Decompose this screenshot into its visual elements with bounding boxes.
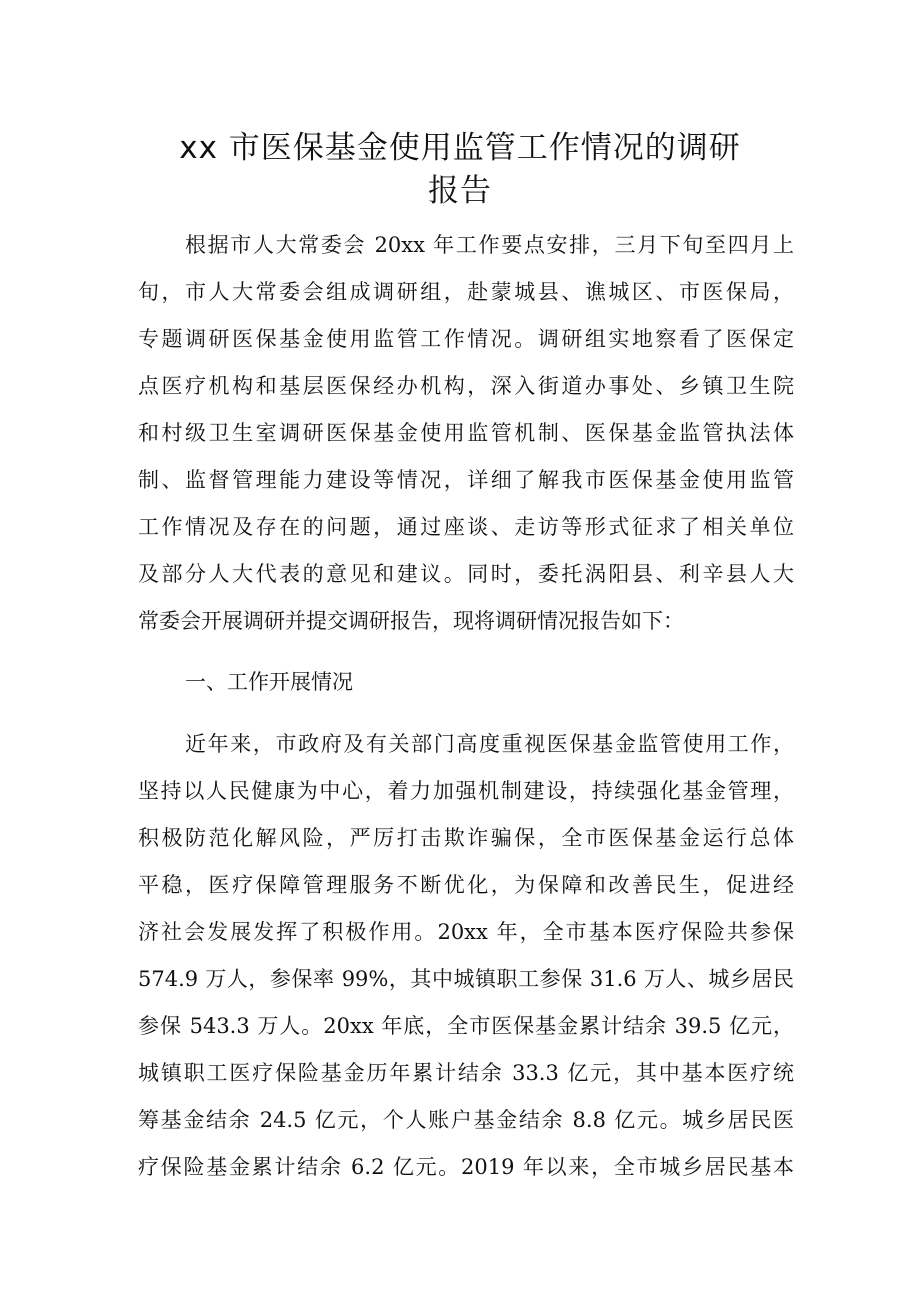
paragraph-1-line: 常委会开展调研并提交调研报告，现将调研情况报告如下：	[138, 609, 684, 633]
paragraph-2-line: 积极防范化解风险，严厉打击欺诈骗保，全市医保基金运行总体	[138, 826, 794, 850]
paragraph-1-line: 工作情况及存在的问题，通过座谈、走访等形式征求了相关单位	[138, 515, 794, 539]
section-heading: 一、工作开展情况	[185, 670, 353, 694]
paragraph-2-line: 近年来，市政府及有关部门高度重视医保基金监管使用工作，	[185, 732, 794, 756]
paragraph-2-line: 坚持以人民健康为中心，着力加强机制建设，持续强化基金管理，	[138, 779, 794, 803]
paragraph-2-line: 平稳，医疗保障管理服务不断优化，为保障和改善民生，促进经	[138, 873, 794, 897]
paragraph-1-line: 根据市人大常委会 20xx 年工作要点安排，三月下旬至四月上	[185, 233, 794, 257]
document-title-line-1: xx 市医保基金使用监管工作情况的调研	[179, 130, 741, 166]
paragraph-1-line: 和村级卫生室调研医保基金使用监管机制、医保基金监管执法体	[138, 421, 794, 445]
document-title-line-2: 报告	[428, 173, 492, 209]
paragraph-1-line: 旬，市人大常委会组成调研组，赴蒙城县、谯城区、市医保局，	[138, 280, 794, 304]
paragraph-2-line: 城镇职工医疗保险基金历年累计结余 33.3 亿元，其中基本医疗统	[138, 1061, 794, 1085]
paragraph-1-line: 点医疗机构和基层医保经办机构，深入街道办事处、乡镇卫生院	[138, 374, 794, 398]
paragraph-2-line: 疗保险基金累计结余 6.2 亿元。2019 年以来，全市城乡居民基本	[138, 1155, 794, 1179]
paragraph-2-line: 参保 543.3 万人。20xx 年底，全市医保基金累计结余 39.5 亿元，	[138, 1014, 794, 1038]
paragraph-1-line: 及部分人大代表的意见和建议。同时，委托涡阳县、利辛县人大	[138, 562, 794, 586]
paragraph-2-line: 574.9 万人，参保率 99%，其中城镇职工参保 31.6 万人、城乡居民	[138, 967, 794, 991]
paragraph-1-line: 专题调研医保基金使用监管工作情况。调研组实地察看了医保定	[138, 327, 794, 351]
paragraph-1-line: 制、监督管理能力建设等情况，详细了解我市医保基金使用监管	[138, 468, 794, 492]
paragraph-2-line: 济社会发展发挥了积极作用。20xx 年，全市基本医疗保险共参保	[138, 920, 794, 944]
paragraph-2-line: 筹基金结余 24.5 亿元，个人账户基金结余 8.8 亿元。城乡居民医	[138, 1108, 794, 1132]
